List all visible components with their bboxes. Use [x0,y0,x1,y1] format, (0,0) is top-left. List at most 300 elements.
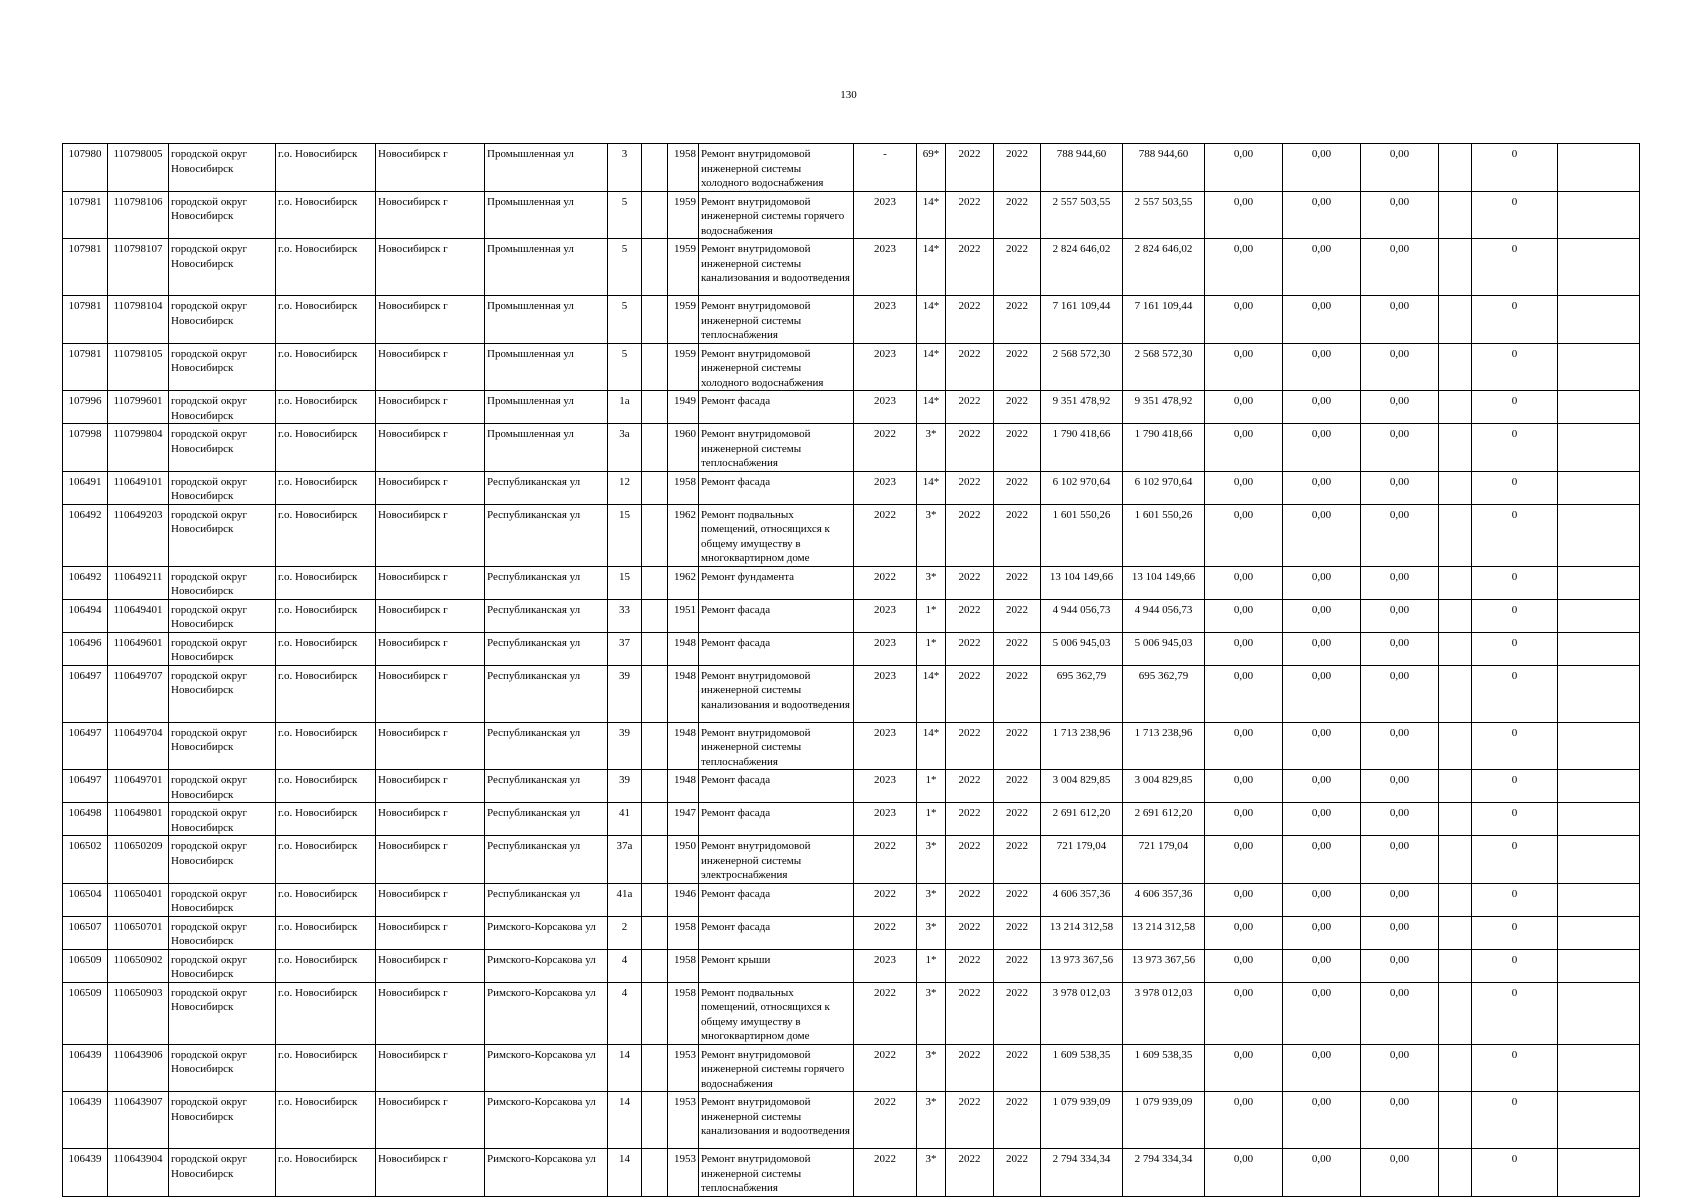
cell-col-19 [1439,1149,1472,1197]
table-row [63,191,1640,239]
cell-work-code: 110650902 [108,949,169,982]
cell-col-20: 0 [1472,1149,1558,1197]
cell-col-20: 0 [1472,471,1558,504]
cell-work-code: 110649601 [108,632,169,665]
cell-col-12: 2022 [946,599,994,632]
cell-col-13: 2022 [994,1092,1041,1149]
cell-house-number: 37а [608,836,642,884]
cell-col-21 [1558,191,1640,239]
cell-house-number: 14 [608,1044,642,1092]
cell-col-12: 2022 [946,916,994,949]
cell-col-16: 0,00 [1205,471,1283,504]
table-row [63,391,1640,424]
cell-col-17: 0,00 [1283,722,1361,770]
cell-col-10: 2023 [854,803,917,836]
cell-work-code: 110649701 [108,770,169,803]
cell-street: Промышленная ул [485,296,608,344]
cell-building [642,296,668,344]
cell-street: Промышленная ул [485,424,608,472]
cell-col-14: 3 004 829,85 [1041,770,1123,803]
cell-col-10: 2022 [854,424,917,472]
cell-col-21 [1558,296,1640,344]
cell-work-code: 110650401 [108,883,169,916]
cell-col-19 [1439,982,1472,1044]
cell-col-10: 2022 [854,982,917,1044]
table-row [63,632,1640,665]
cell-work-type: Ремонт внутридомовой инженерной системы канализования и водоотведения [699,665,854,722]
cell-col-13: 2022 [994,599,1041,632]
table-row [63,296,1640,344]
cell-col-13: 2022 [994,632,1041,665]
cell-col-19 [1439,239,1472,296]
cell-street: Римского-Корсакова ул [485,1149,608,1197]
cell-col-16: 0,00 [1205,566,1283,599]
cell-col-21 [1558,949,1640,982]
cell-col-13: 2022 [994,343,1041,391]
cell-col-21 [1558,722,1640,770]
cell-municipality: г.о. Новосибирск [276,1044,376,1092]
cell-col-10: 2023 [854,343,917,391]
cell-col-21 [1558,566,1640,599]
cell-col-16: 0,00 [1205,191,1283,239]
cell-col-10: 2023 [854,632,917,665]
cell-col-16: 0,00 [1205,296,1283,344]
cell-col-14: 7 161 109,44 [1041,296,1123,344]
cell-year-built: 1950 [668,836,699,884]
cell-work-type: Ремонт фасада [699,632,854,665]
cell-settlement: Новосибирск г [376,343,485,391]
cell-col-10: 2023 [854,471,917,504]
cell-street: Республиканская ул [485,803,608,836]
cell-col-15: 1 601 550,26 [1123,504,1205,566]
cell-object-id: 106497 [63,665,108,722]
cell-col-18: 0,00 [1361,883,1439,916]
cell-col-19 [1439,343,1472,391]
cell-col-15: 721 179,04 [1123,836,1205,884]
cell-street: Римского-Корсакова ул [485,1044,608,1092]
cell-street: Республиканская ул [485,836,608,884]
cell-house-number: 4 [608,949,642,982]
cell-street: Республиканская ул [485,770,608,803]
table-row [63,239,1640,296]
cell-col-10: 2023 [854,949,917,982]
cell-col-12: 2022 [946,1149,994,1197]
cell-municipality: г.о. Новосибирск [276,599,376,632]
cell-col-20: 0 [1472,632,1558,665]
cell-district: городской округ Новосибирск [169,883,276,916]
cell-col-17: 0,00 [1283,144,1361,192]
cell-district: городской округ Новосибирск [169,1044,276,1092]
cell-col-18: 0,00 [1361,599,1439,632]
cell-col-19 [1439,836,1472,884]
cell-district: городской округ Новосибирск [169,424,276,472]
cell-work-code: 110649707 [108,665,169,722]
cell-col-17: 0,00 [1283,239,1361,296]
cell-col-12: 2022 [946,296,994,344]
cell-col-20: 0 [1472,982,1558,1044]
cell-col-21 [1558,836,1640,884]
cell-municipality: г.о. Новосибирск [276,504,376,566]
cell-col-12: 2022 [946,949,994,982]
cell-col-10: 2022 [854,566,917,599]
cell-municipality: г.о. Новосибирск [276,883,376,916]
cell-building [642,1044,668,1092]
cell-col-16: 0,00 [1205,949,1283,982]
cell-col-14: 4 944 056,73 [1041,599,1123,632]
cell-col-11: 3* [917,566,946,599]
cell-col-19 [1439,632,1472,665]
cell-col-21 [1558,665,1640,722]
cell-settlement: Новосибирск г [376,916,485,949]
cell-col-18: 0,00 [1361,1092,1439,1149]
cell-municipality: г.о. Новосибирск [276,471,376,504]
cell-col-15: 3 004 829,85 [1123,770,1205,803]
cell-district: городской округ Новосибирск [169,343,276,391]
cell-col-20: 0 [1472,949,1558,982]
cell-district: городской округ Новосибирск [169,599,276,632]
cell-col-18: 0,00 [1361,982,1439,1044]
cell-object-id: 107981 [63,191,108,239]
cell-settlement: Новосибирск г [376,836,485,884]
cell-col-20: 0 [1472,566,1558,599]
cell-col-12: 2022 [946,391,994,424]
cell-col-11: 14* [917,722,946,770]
cell-work-type: Ремонт внутридомовой инженерной системы канализования и водоотведения [699,1092,854,1149]
cell-street: Республиканская ул [485,665,608,722]
cell-work-type: Ремонт внутридомовой инженерной системы теплоснабжения [699,1149,854,1197]
cell-settlement: Новосибирск г [376,566,485,599]
cell-col-20: 0 [1472,391,1558,424]
cell-house-number: 39 [608,770,642,803]
cell-year-built: 1959 [668,239,699,296]
cell-object-id: 107981 [63,296,108,344]
cell-house-number: 4 [608,982,642,1044]
cell-street: Республиканская ул [485,632,608,665]
cell-col-13: 2022 [994,239,1041,296]
cell-col-16: 0,00 [1205,144,1283,192]
cell-col-13: 2022 [994,1044,1041,1092]
cell-work-type: Ремонт внутридомовой инженерной системы горячего водоснабжения [699,191,854,239]
cell-work-type: Ремонт фундамента [699,566,854,599]
cell-object-id: 106507 [63,916,108,949]
cell-col-10: 2022 [854,916,917,949]
cell-col-15: 4 944 056,73 [1123,599,1205,632]
cell-col-19 [1439,883,1472,916]
cell-col-15: 3 978 012,03 [1123,982,1205,1044]
cell-col-12: 2022 [946,504,994,566]
cell-work-code: 110798005 [108,144,169,192]
cell-col-21 [1558,883,1640,916]
table-body [63,144,1640,1197]
cell-col-13: 2022 [994,1149,1041,1197]
cell-col-18: 0,00 [1361,424,1439,472]
cell-col-18: 0,00 [1361,566,1439,599]
cell-col-16: 0,00 [1205,239,1283,296]
cell-district: городской округ Новосибирск [169,504,276,566]
cell-col-16: 0,00 [1205,1092,1283,1149]
cell-col-16: 0,00 [1205,803,1283,836]
cell-municipality: г.о. Новосибирск [276,665,376,722]
cell-work-type: Ремонт подвальных помещений, относящихся к общему имуществу в многоквартирном доме [699,982,854,1044]
cell-col-10: 2023 [854,191,917,239]
cell-col-14: 1 713 238,96 [1041,722,1123,770]
cell-building [642,391,668,424]
cell-col-11: 69* [917,144,946,192]
cell-col-14: 6 102 970,64 [1041,471,1123,504]
cell-col-14: 1 079 939,09 [1041,1092,1123,1149]
cell-work-code: 110798104 [108,296,169,344]
cell-col-11: 1* [917,632,946,665]
cell-col-19 [1439,949,1472,982]
cell-municipality: г.о. Новосибирск [276,836,376,884]
cell-col-14: 2 824 646,02 [1041,239,1123,296]
cell-building [642,599,668,632]
cell-municipality: г.о. Новосибирск [276,144,376,192]
table-row [63,883,1640,916]
cell-col-16: 0,00 [1205,391,1283,424]
cell-col-18: 0,00 [1361,916,1439,949]
cell-settlement: Новосибирск г [376,599,485,632]
cell-col-21 [1558,343,1640,391]
cell-col-12: 2022 [946,883,994,916]
cell-municipality: г.о. Новосибирск [276,632,376,665]
cell-object-id: 106502 [63,836,108,884]
cell-work-type: Ремонт внутридомовой инженерной системы холодного водоснабжения [699,343,854,391]
cell-object-id: 106439 [63,1092,108,1149]
cell-col-20: 0 [1472,916,1558,949]
cell-col-21 [1558,982,1640,1044]
cell-settlement: Новосибирск г [376,770,485,803]
cell-col-20: 0 [1472,665,1558,722]
cell-col-21 [1558,632,1640,665]
cell-col-10: 2022 [854,883,917,916]
cell-work-type: Ремонт внутридомовой инженерной системы электроснабжения [699,836,854,884]
cell-year-built: 1953 [668,1149,699,1197]
cell-col-17: 0,00 [1283,836,1361,884]
cell-house-number: 5 [608,191,642,239]
cell-col-20: 0 [1472,296,1558,344]
cell-col-12: 2022 [946,566,994,599]
cell-building [642,1092,668,1149]
cell-col-18: 0,00 [1361,504,1439,566]
cell-col-19 [1439,471,1472,504]
cell-municipality: г.о. Новосибирск [276,191,376,239]
cell-col-17: 0,00 [1283,770,1361,803]
cell-col-12: 2022 [946,191,994,239]
cell-object-id: 106496 [63,632,108,665]
cell-col-15: 695 362,79 [1123,665,1205,722]
cell-work-code: 110798105 [108,343,169,391]
cell-col-11: 3* [917,504,946,566]
cell-municipality: г.о. Новосибирск [276,566,376,599]
cell-col-19 [1439,599,1472,632]
cell-col-17: 0,00 [1283,391,1361,424]
cell-district: городской округ Новосибирск [169,1149,276,1197]
cell-col-21 [1558,1092,1640,1149]
cell-settlement: Новосибирск г [376,191,485,239]
cell-settlement: Новосибирск г [376,1044,485,1092]
cell-col-11: 14* [917,471,946,504]
cell-house-number: 39 [608,722,642,770]
cell-municipality: г.о. Новосибирск [276,1149,376,1197]
cell-col-10: 2023 [854,722,917,770]
cell-year-built: 1953 [668,1092,699,1149]
cell-work-type: Ремонт фасада [699,803,854,836]
cell-house-number: 5 [608,296,642,344]
cell-street: Римского-Корсакова ул [485,949,608,982]
cell-building [642,949,668,982]
cell-year-built: 1958 [668,916,699,949]
table-row [63,343,1640,391]
cell-col-12: 2022 [946,836,994,884]
cell-work-code: 110798107 [108,239,169,296]
cell-municipality: г.о. Новосибирск [276,916,376,949]
cell-col-14: 13 973 367,56 [1041,949,1123,982]
cell-municipality: г.о. Новосибирск [276,982,376,1044]
cell-col-12: 2022 [946,424,994,472]
cell-district: городской округ Новосибирск [169,836,276,884]
cell-municipality: г.о. Новосибирск [276,722,376,770]
cell-work-code: 110650209 [108,836,169,884]
cell-object-id: 106491 [63,471,108,504]
cell-settlement: Новосибирск г [376,1092,485,1149]
cell-district: городской округ Новосибирск [169,949,276,982]
cell-col-13: 2022 [994,191,1041,239]
cell-work-type: Ремонт фасада [699,391,854,424]
cell-work-code: 110643907 [108,1092,169,1149]
cell-col-13: 2022 [994,803,1041,836]
cell-col-20: 0 [1472,1092,1558,1149]
cell-col-20: 0 [1472,239,1558,296]
table-row [63,566,1640,599]
cell-district: городской округ Новосибирск [169,566,276,599]
table-row [63,1092,1640,1149]
cell-col-11: 3* [917,836,946,884]
cell-building [642,770,668,803]
cell-col-15: 1 790 418,66 [1123,424,1205,472]
cell-year-built: 1959 [668,296,699,344]
cell-col-14: 13 104 149,66 [1041,566,1123,599]
cell-col-16: 0,00 [1205,632,1283,665]
cell-col-20: 0 [1472,770,1558,803]
cell-municipality: г.о. Новосибирск [276,424,376,472]
cell-street: Промышленная ул [485,191,608,239]
cell-object-id: 106492 [63,566,108,599]
cell-col-11: 14* [917,296,946,344]
cell-col-14: 13 214 312,58 [1041,916,1123,949]
cell-year-built: 1947 [668,803,699,836]
cell-col-21 [1558,599,1640,632]
cell-col-13: 2022 [994,770,1041,803]
cell-street: Республиканская ул [485,471,608,504]
cell-col-12: 2022 [946,982,994,1044]
cell-col-19 [1439,424,1472,472]
cell-work-code: 110799601 [108,391,169,424]
cell-col-15: 9 351 478,92 [1123,391,1205,424]
cell-col-11: 3* [917,1092,946,1149]
cell-year-built: 1959 [668,191,699,239]
cell-col-17: 0,00 [1283,949,1361,982]
cell-col-11: 1* [917,599,946,632]
cell-object-id: 106509 [63,982,108,1044]
cell-street: Римского-Корсакова ул [485,916,608,949]
cell-house-number: 1а [608,391,642,424]
cell-house-number: 41 [608,803,642,836]
cell-col-14: 788 944,60 [1041,144,1123,192]
cell-work-type: Ремонт подвальных помещений, относящихся к общему имуществу в многоквартирном доме [699,504,854,566]
cell-municipality: г.о. Новосибирск [276,803,376,836]
capital-repair-table [62,143,1640,1197]
cell-object-id: 106498 [63,803,108,836]
cell-col-15: 1 713 238,96 [1123,722,1205,770]
cell-district: городской округ Новосибирск [169,144,276,192]
cell-col-10: 2022 [854,504,917,566]
cell-work-code: 110650903 [108,982,169,1044]
cell-work-code: 110649401 [108,599,169,632]
cell-settlement: Новосибирск г [376,296,485,344]
cell-district: городской округ Новосибирск [169,632,276,665]
cell-col-18: 0,00 [1361,665,1439,722]
cell-settlement: Новосибирск г [376,632,485,665]
cell-col-21 [1558,391,1640,424]
table-row [63,770,1640,803]
cell-col-10: 2023 [854,665,917,722]
cell-col-13: 2022 [994,883,1041,916]
cell-work-code: 110649211 [108,566,169,599]
table-row [63,504,1640,566]
cell-district: городской округ Новосибирск [169,770,276,803]
cell-street: Промышленная ул [485,239,608,296]
cell-col-17: 0,00 [1283,916,1361,949]
cell-col-20: 0 [1472,883,1558,916]
cell-col-11: 14* [917,191,946,239]
cell-col-18: 0,00 [1361,1149,1439,1197]
cell-col-15: 2 794 334,34 [1123,1149,1205,1197]
cell-year-built: 1962 [668,566,699,599]
cell-work-code: 110649203 [108,504,169,566]
cell-col-10: 2023 [854,599,917,632]
cell-col-20: 0 [1472,803,1558,836]
cell-col-16: 0,00 [1205,982,1283,1044]
cell-district: городской округ Новосибирск [169,191,276,239]
cell-building [642,982,668,1044]
cell-col-19 [1439,391,1472,424]
cell-building [642,665,668,722]
cell-col-19 [1439,1092,1472,1149]
cell-building [642,239,668,296]
cell-work-type: Ремонт крыши [699,949,854,982]
cell-col-15: 1 079 939,09 [1123,1092,1205,1149]
cell-col-17: 0,00 [1283,504,1361,566]
cell-col-17: 0,00 [1283,982,1361,1044]
cell-col-20: 0 [1472,343,1558,391]
cell-district: городской округ Новосибирск [169,665,276,722]
cell-col-21 [1558,471,1640,504]
cell-col-17: 0,00 [1283,424,1361,472]
cell-object-id: 106439 [63,1044,108,1092]
cell-col-20: 0 [1472,424,1558,472]
cell-work-code: 110799804 [108,424,169,472]
cell-building [642,883,668,916]
cell-col-19 [1439,916,1472,949]
cell-building [642,343,668,391]
cell-col-16: 0,00 [1205,722,1283,770]
cell-street: Республиканская ул [485,599,608,632]
cell-col-13: 2022 [994,949,1041,982]
cell-col-15: 13 973 367,56 [1123,949,1205,982]
cell-col-15: 788 944,60 [1123,144,1205,192]
cell-settlement: Новосибирск г [376,391,485,424]
